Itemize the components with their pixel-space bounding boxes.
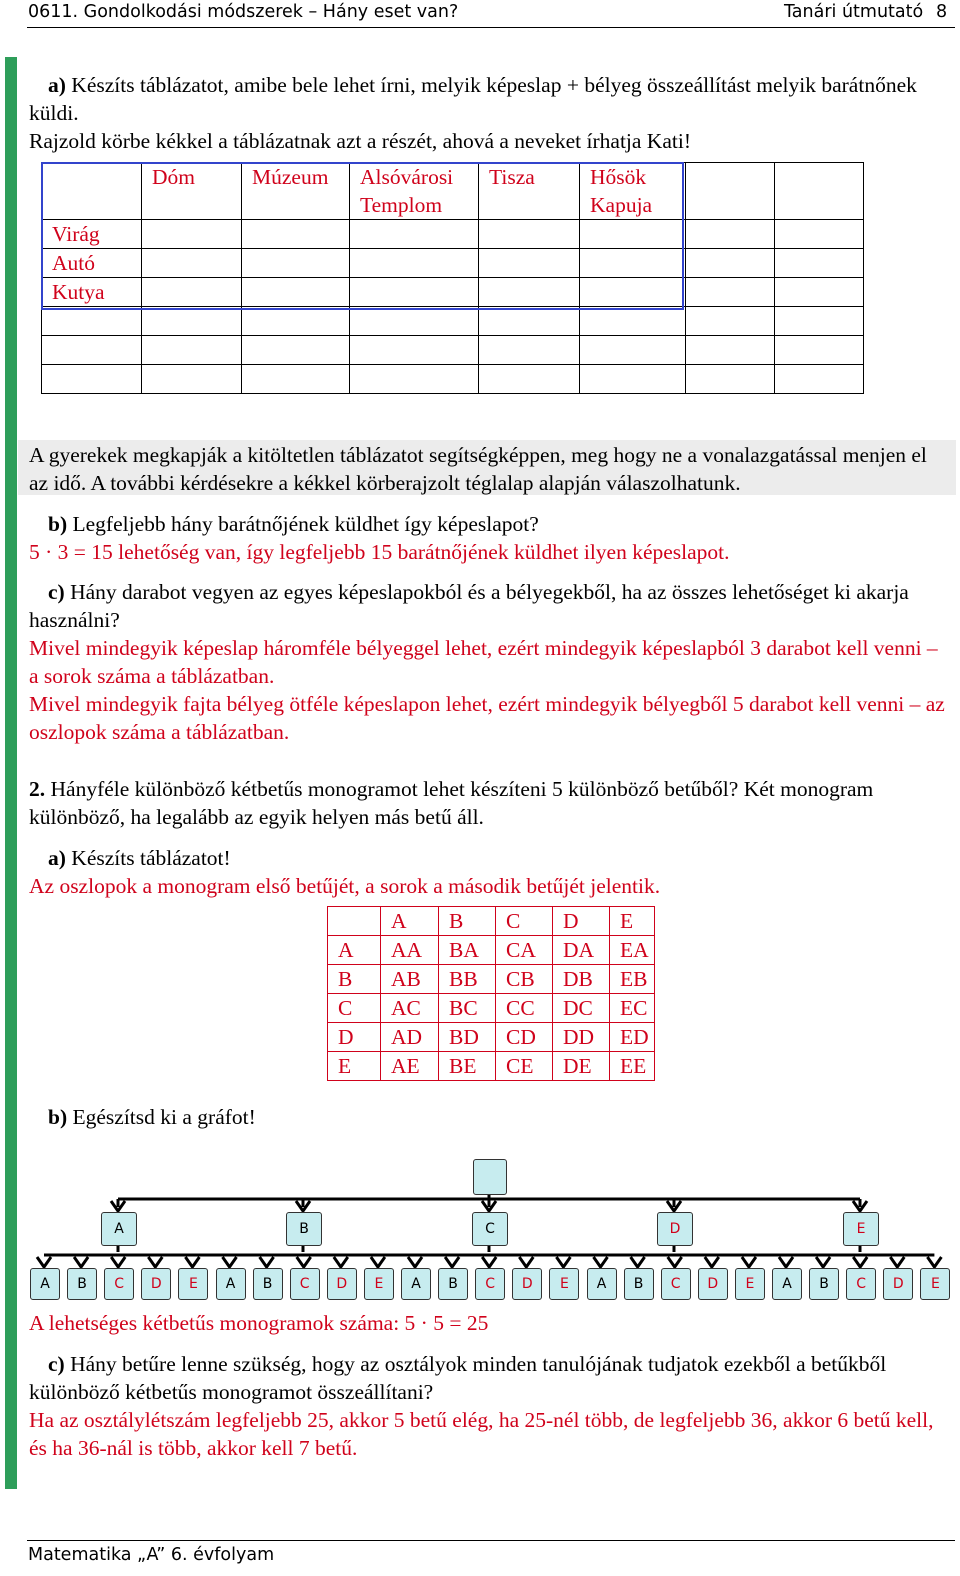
table-cell: BC	[439, 994, 496, 1023]
part-a-text	[29, 71, 949, 155]
table-cell: EE	[610, 1052, 655, 1081]
task2-label: 2.	[29, 777, 46, 801]
count-answer: A lehetséges kétbetűs monogramok száma: 5 · 5 = 25	[29, 1311, 489, 1335]
monogram-tree	[0, 1155, 960, 1305]
monogram-table	[327, 906, 655, 1081]
part-b-question-text: Legfeljebb hány barátnőjének küldhet így képeslapot?	[67, 512, 539, 536]
page-number: 8	[936, 2, 948, 22]
arrow-head	[74, 1257, 88, 1267]
table-cell: DD	[553, 1023, 610, 1052]
arrow-head	[631, 1257, 645, 1267]
row-header: Virág	[42, 220, 142, 249]
tree-leaf-node: D	[698, 1268, 728, 1300]
task2-text	[29, 775, 949, 831]
table-cell: DB	[553, 965, 610, 994]
col-header: Múzeum	[242, 163, 350, 220]
tree-leaf-node: C	[846, 1268, 876, 1300]
table-cell: CE	[496, 1052, 553, 1081]
task2-c-text: Hány betűre lenne szükség, hogy az osztályok minden tanulójának tudjatok ezekből a betűkből különböző kétbetűs monogramot összeállítani?	[29, 1352, 887, 1404]
tree-level1-node: A	[101, 1212, 137, 1246]
row-header: Autó	[42, 249, 142, 278]
arrow-head	[779, 1257, 793, 1267]
footer-text: Matematika „A” 6. évfolyam	[28, 1545, 275, 1565]
part-c-answer-1: Mivel mindegyik képeslap háromféle bélyeggel lehet, ezért mindegyik képeslapból 3 darabot kell venni – a sorok száma a táblázatban.	[29, 636, 938, 688]
tree-leaf-node: D	[327, 1268, 357, 1300]
table-cell: AE	[381, 1052, 439, 1081]
tree-level1-node: E	[843, 1212, 879, 1246]
task2-question: Hányféle különböző kétbetűs monogramot lehet készíteni 5 különböző betűből? Két monogram különböző, ha legalább az egyik helyen más betű áll.	[29, 777, 874, 829]
table-cell: AA	[381, 936, 439, 965]
table-cell: AD	[381, 1023, 439, 1052]
header-title: 0611. Gondolkodási módszerek – Hány eset van?	[28, 2, 459, 22]
arrow-head	[594, 1257, 608, 1267]
tree-leaf-node: C	[661, 1268, 691, 1300]
row-header	[42, 336, 142, 365]
tree-leaf-node: B	[809, 1268, 839, 1300]
table-cell: CC	[496, 994, 553, 1023]
tree-leaf-node: C	[104, 1268, 134, 1300]
arrow-head	[890, 1257, 904, 1267]
tree-leaf-node: E	[178, 1268, 208, 1300]
tree-leaf-node: D	[512, 1268, 542, 1300]
arrow-head	[297, 1257, 311, 1267]
arrow-head	[519, 1257, 533, 1267]
arrow-head	[148, 1257, 162, 1267]
table-cell: EA	[610, 936, 655, 965]
task2-b-text: Egészítsd ki a gráfot!	[67, 1105, 256, 1129]
tree-leaf-node: B	[438, 1268, 468, 1300]
arrow-head	[223, 1257, 237, 1267]
corner-cell	[328, 907, 381, 936]
task2-c-label: c)	[48, 1352, 65, 1376]
table-cell: EC	[610, 994, 655, 1023]
part-a-line1: Készíts táblázatot, amibe bele lehet írni, melyik képeslap + bélyeg összeállítást melyik barátnőnek küldi.	[29, 73, 917, 125]
row-header: D	[328, 1023, 381, 1052]
row-header: E	[328, 1052, 381, 1081]
part-c-question-text: Hány darabot vegyen az egyes képeslapokból és a bélyegekből, ha az összes lehetőséget ki akarja használni?	[29, 580, 909, 632]
arrow-head	[185, 1257, 199, 1267]
table-cell: DC	[553, 994, 610, 1023]
arrow-head	[927, 1257, 941, 1267]
table-cell: BE	[439, 1052, 496, 1081]
task2-a	[29, 844, 949, 872]
col-header	[686, 163, 775, 220]
tree-leaf-node: C	[475, 1268, 505, 1300]
part-b-question	[29, 510, 949, 538]
table-cell: BB	[439, 965, 496, 994]
tree-leaf-node: A	[30, 1268, 60, 1300]
col-header: B	[439, 907, 496, 936]
task2-a-label: a)	[48, 846, 66, 870]
tree-leaf-node: D	[883, 1268, 913, 1300]
col-header: Alsóvárosi Templom	[350, 163, 479, 220]
part-b-label: b)	[48, 512, 68, 536]
col-header	[775, 163, 864, 220]
arrow-head	[668, 1257, 682, 1267]
arrow-head	[371, 1257, 385, 1267]
tree-leaf-node: A	[401, 1268, 431, 1300]
table-cell: CD	[496, 1023, 553, 1052]
col-header: Dóm	[142, 163, 242, 220]
tree-leaf-node: A	[772, 1268, 802, 1300]
arrow-head	[705, 1257, 719, 1267]
arrow-head	[742, 1257, 756, 1267]
row-header: Kutya	[42, 278, 142, 307]
col-header: E	[610, 907, 655, 936]
table-cell: DE	[553, 1052, 610, 1081]
part-b-answer: 5 · 3 = 15 lehetőség van, így legfeljebb 15 barátnőjének küldhet ilyen képeslapot.	[29, 540, 730, 564]
part-a-label: a)	[48, 73, 66, 97]
row-header: C	[328, 994, 381, 1023]
tree-level1-node: C	[472, 1212, 508, 1246]
part-c-question	[29, 578, 949, 634]
tree-leaf-node: B	[624, 1268, 654, 1300]
arrow-head	[556, 1257, 570, 1267]
arrow-head	[334, 1257, 348, 1267]
task2-c-answer: Ha az osztálylétszám legfeljebb 25, akkor 5 betű elég, ha 25-nél több, de legfeljebb 36, akkor 6 betű kell, és ha 36-nál is több, akkor kell 7 betű.	[29, 1408, 934, 1460]
task2-b	[29, 1103, 949, 1131]
arrow-head	[260, 1257, 274, 1267]
col-header: Hősök Kapuja	[580, 163, 686, 220]
table-cell: BA	[439, 936, 496, 965]
arrow-head	[37, 1257, 51, 1267]
tree-leaf-node: B	[67, 1268, 97, 1300]
tree-root-node	[473, 1159, 507, 1195]
table-cell: AC	[381, 994, 439, 1023]
tree-leaf-node: D	[141, 1268, 171, 1300]
table-cell: CB	[496, 965, 553, 994]
task2-a-text: Készíts táblázatot!	[65, 846, 231, 870]
tree-leaf-node: E	[364, 1268, 394, 1300]
blue-frame	[41, 162, 684, 310]
col-header: D	[553, 907, 610, 936]
header-rule	[27, 27, 955, 28]
tree-leaf-node: E	[735, 1268, 765, 1300]
table-cell: DA	[553, 936, 610, 965]
col-header: A	[381, 907, 439, 936]
task2-c	[29, 1350, 949, 1406]
arrow-head	[853, 1257, 867, 1267]
table-cell: BD	[439, 1023, 496, 1052]
part-c-label: c)	[48, 580, 65, 604]
tree-leaf-node: B	[253, 1268, 283, 1300]
footer-rule	[27, 1540, 955, 1541]
tree-leaf-node: A	[587, 1268, 617, 1300]
tree-leaf-node: C	[290, 1268, 320, 1300]
col-header: C	[496, 907, 553, 936]
arrow-head	[111, 1257, 125, 1267]
table-cell: AB	[381, 965, 439, 994]
row-header: A	[328, 936, 381, 965]
part-a-line2: Rajzold körbe kékkel a táblázatnak azt a részét, ahová a neveket írhatja Kati!	[29, 129, 691, 153]
arrow-head	[445, 1257, 459, 1267]
tree-leaf-node: E	[920, 1268, 950, 1300]
teacher-note: A gyerekek megkapják a kitöltetlen táblázatot segítségképpen, meg hogy ne a vonalazgatással menjen el az idő. A további kérdésekre a kékkel körberajzolt téglalap alapján válaszolhatunk.	[29, 443, 927, 495]
table-cell: EB	[610, 965, 655, 994]
row-header	[42, 365, 142, 394]
row-header: B	[328, 965, 381, 994]
task2-b-label: b)	[48, 1105, 68, 1129]
header-guide: Tanári útmutató	[784, 2, 924, 22]
table-cell: ED	[610, 1023, 655, 1052]
row-header	[42, 307, 142, 336]
tree-level1-node: B	[286, 1212, 322, 1246]
table-cell: CA	[496, 936, 553, 965]
tree-level1-node: D	[657, 1212, 693, 1246]
part-c-answer-2: Mivel mindegyik fajta bélyeg ötféle képeslapon lehet, ezért mindegyik bélyegből 5 darabot kell venni – az oszlopok száma a táblázatban.	[29, 692, 945, 744]
tree-leaf-node: E	[549, 1268, 579, 1300]
arrow-head	[408, 1257, 422, 1267]
task2-a-answer: Az oszlopok a monogram első betűjét, a sorok a második betűjét jelentik.	[29, 874, 661, 898]
arrow-head	[482, 1257, 496, 1267]
col-header: Tisza	[479, 163, 580, 220]
arrow-head	[816, 1257, 830, 1267]
tree-leaf-node: A	[216, 1268, 246, 1300]
